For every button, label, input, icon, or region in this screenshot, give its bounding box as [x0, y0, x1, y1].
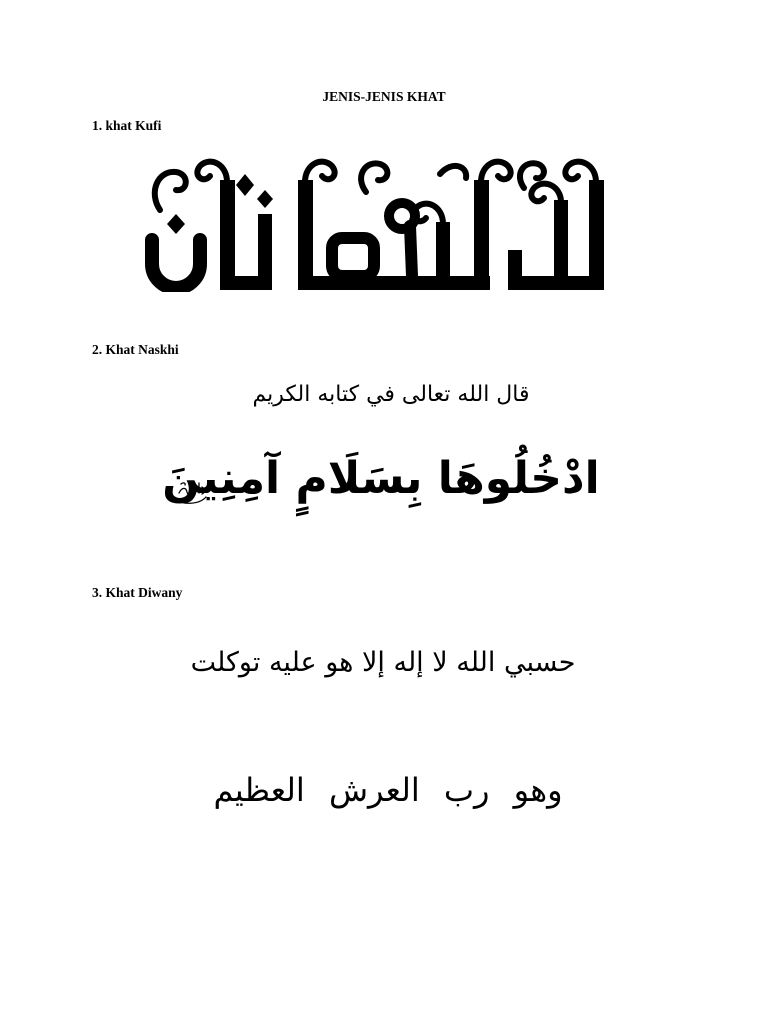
naskhi-main-line: ادْخُلُوهَا بِسَلَامٍ آمِنِينَ [162, 453, 600, 505]
naskhi-calligraphy-image [155, 365, 607, 537]
naskhi-main-line-box [160, 423, 602, 535]
calligrapher-seal-ornament [173, 479, 209, 507]
diwany-line-2: وهو رب العرش العظيم [213, 770, 563, 809]
diwany-line-2-box [212, 730, 564, 850]
diwany-line-1: حسبي الله لا إله إلا هو عليه توكلت [190, 647, 576, 679]
kufi-calligraphy-image [140, 152, 606, 292]
section-heading-kufi: 1. khat Kufi [92, 118, 162, 133]
diwany-line-1-box [185, 618, 581, 708]
section-heading-naskhi: 2. Khat Naskhi [92, 342, 179, 357]
naskhi-top-line-box [250, 369, 532, 421]
naskhi-top-line: قال الله تعالى في كتابه الكريم [252, 382, 530, 408]
document-title: JENIS-JENIS KHAT [322, 89, 446, 104]
section-heading-diwany: 3. Khat Diwany [92, 585, 183, 600]
